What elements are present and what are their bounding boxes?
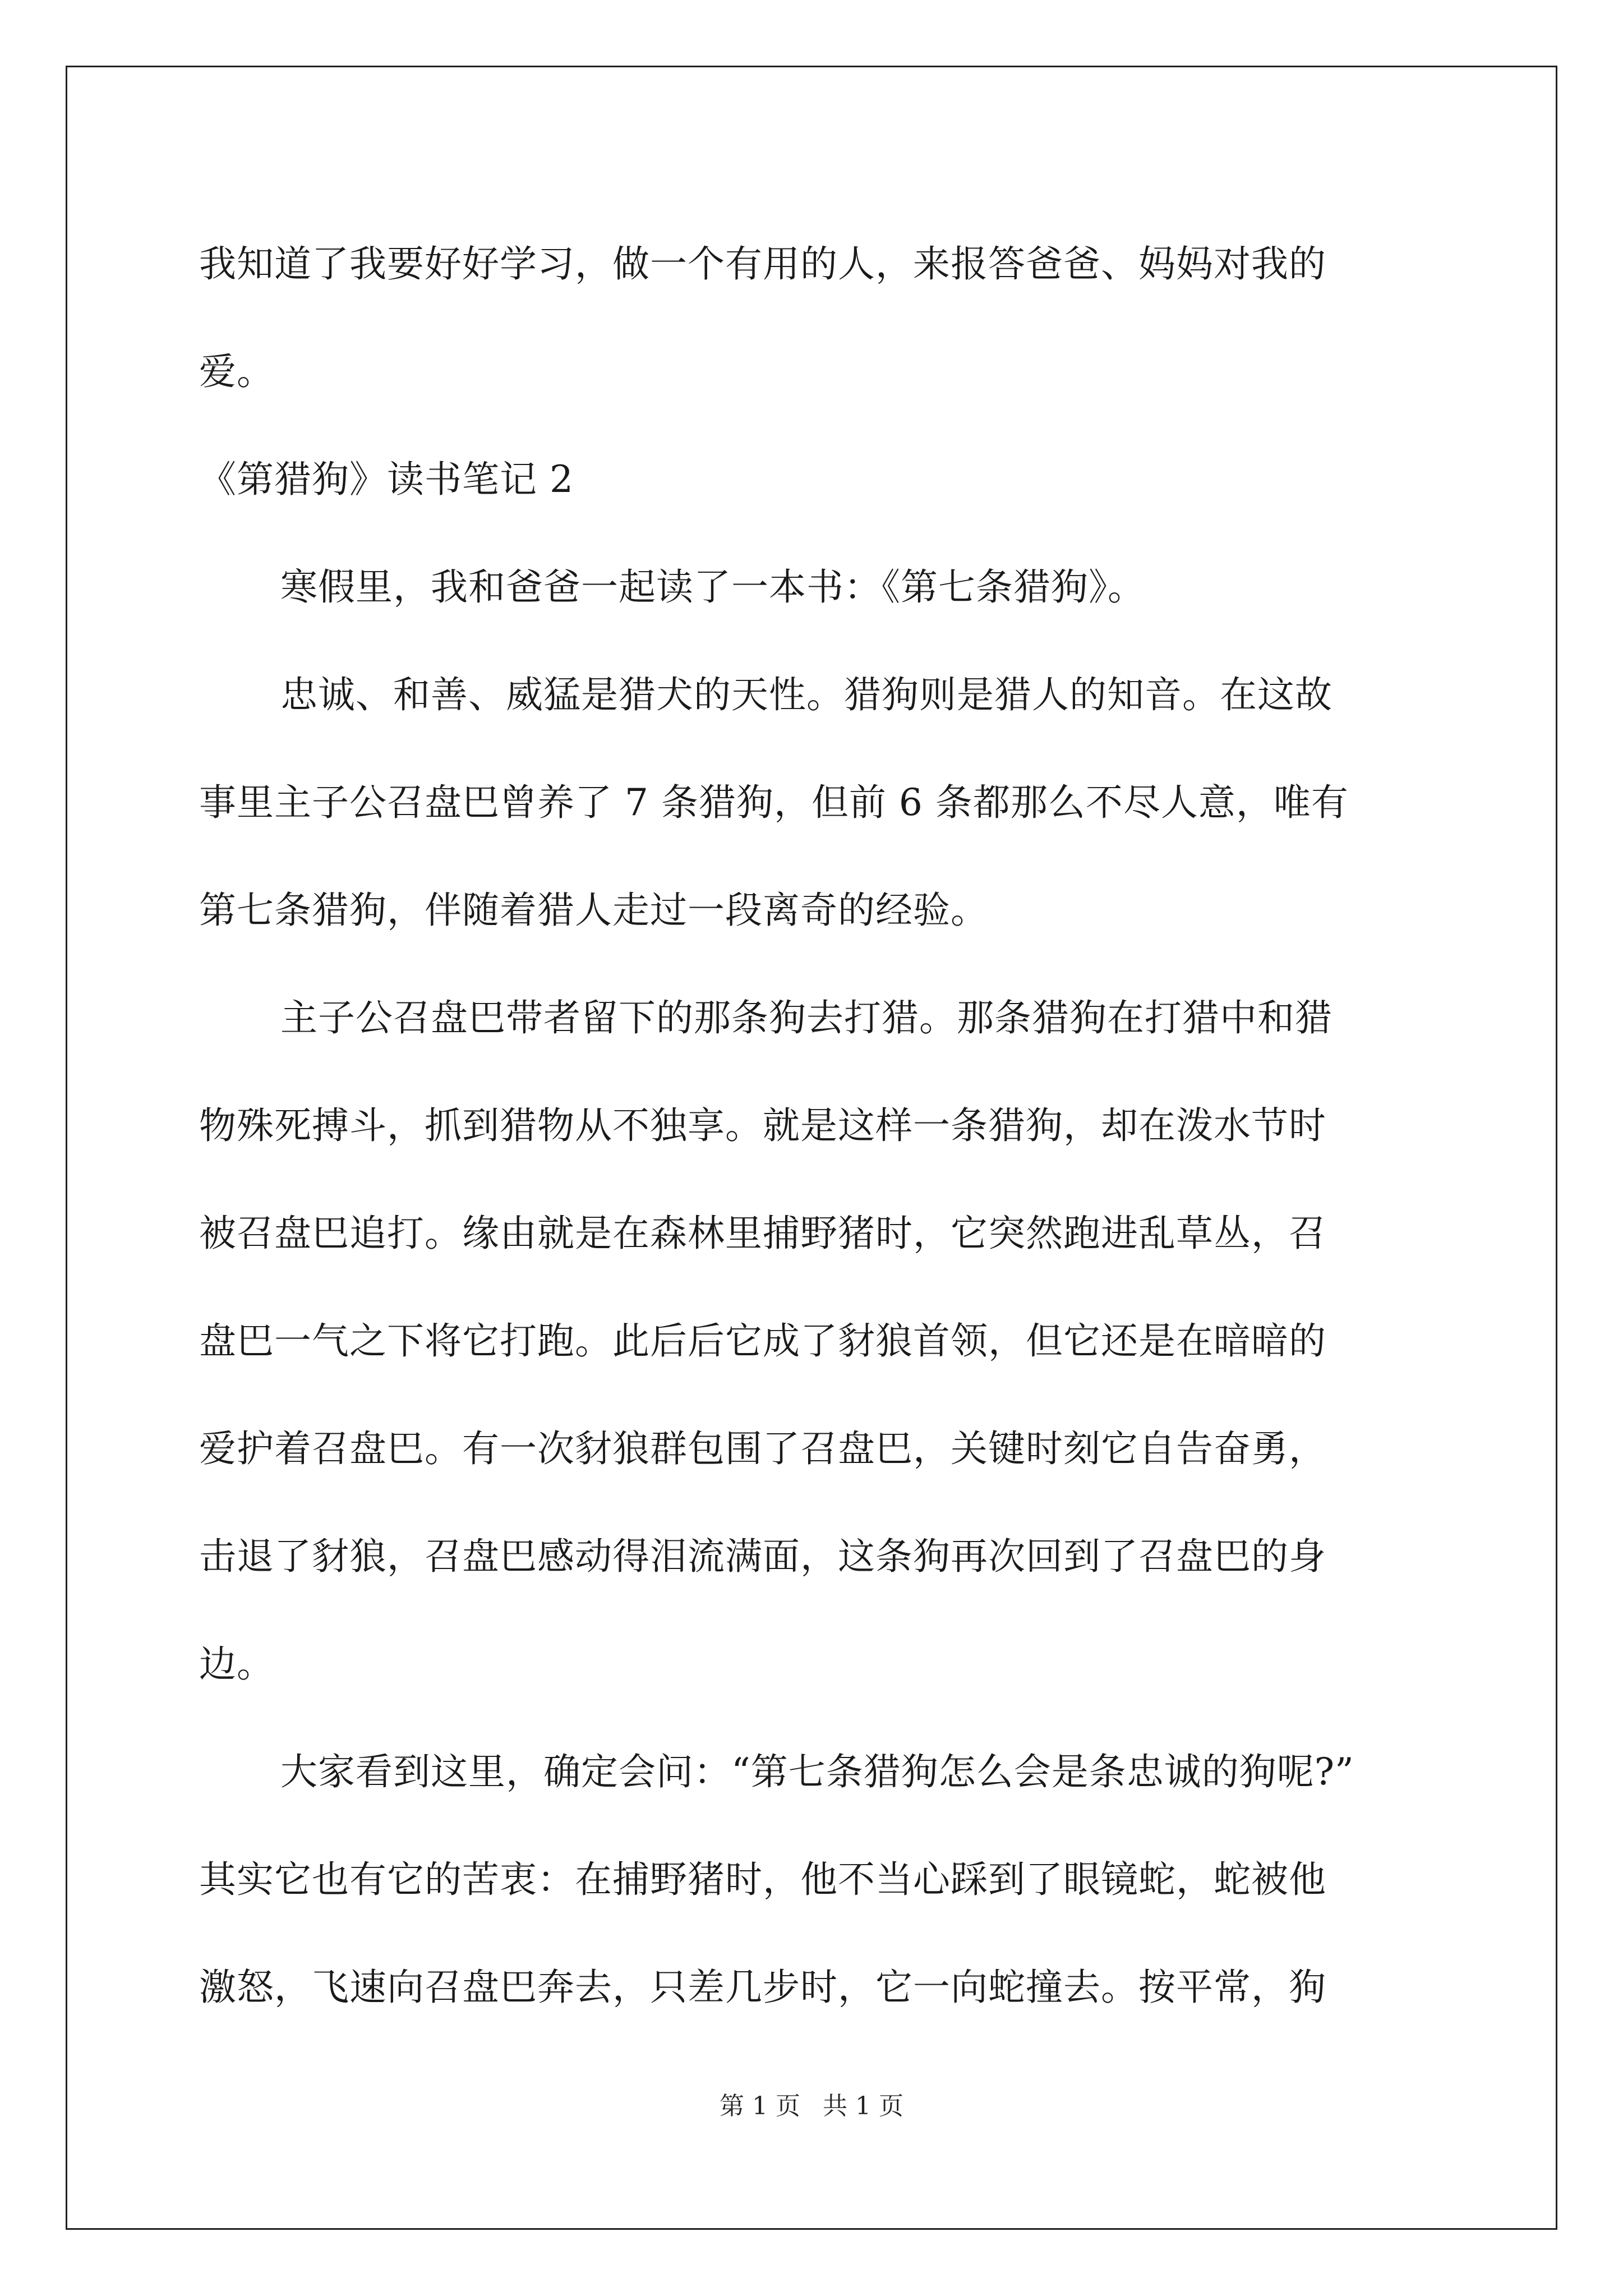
text-line: 寒假里，我和爸爸一起读了一本书：《第七条猎狗》。 bbox=[280, 565, 1145, 609]
text-line: 爱。 bbox=[199, 350, 274, 393]
text-line: 爱护着召盘巴。有一次豺狼群包围了召盘巴，关键时刻它自告奋勇， bbox=[199, 1427, 1326, 1470]
text-line: 第七条猎狗，伴随着猎人走过一段离奇的经验。 bbox=[199, 889, 988, 932]
text-line: 事里主子公召盘巴曾养了 7 条猎狗，但前 6 条都那么不尽人意，唯有 bbox=[199, 781, 1349, 824]
text-line: 盘巴一气之下将它打跑。此后后它成了豺狼首领，但它还是在暗暗的 bbox=[199, 1319, 1326, 1363]
text-line: 边。 bbox=[199, 1642, 274, 1686]
page-number: 第 1 页 bbox=[720, 2092, 800, 2120]
text-line: 激怒，飞速向召盘巴奔去，只差几步时，它一向蛇撞去。按平常，狗 bbox=[199, 1966, 1326, 2009]
text-line: 大家看到这里，确定会问：“第七条猎狗怎么会是条忠诚的狗呢?” bbox=[280, 1750, 1354, 1793]
document-body bbox=[199, 210, 1427, 2041]
text-line: 物殊死搏斗，抓到猎物从不独享。就是这样一条猎狗，却在泼水节时 bbox=[199, 1104, 1326, 1147]
text-line: 我知道了我要好好学习，做一个有用的人，来报答爸爸、妈妈对我的 bbox=[199, 242, 1326, 286]
text-line: 击退了豺狼，召盘巴感动得泪流满面，这条狗再次回到了召盘巴的身 bbox=[199, 1535, 1326, 1578]
section-title: 《第猎狗》读书笔记 2 bbox=[199, 458, 574, 501]
page-count: 共 1 页 bbox=[823, 2092, 903, 2120]
page-footer bbox=[0, 2090, 1623, 2123]
text-line: 其实它也有它的苦衷：在捕野猪时，他不当心踩到了眼镜蛇，蛇被他 bbox=[199, 1858, 1326, 1901]
text-line: 被召盘巴追打。缘由就是在森林里捕野猪时，它突然跑进乱草丛，召 bbox=[199, 1212, 1326, 1255]
text-line: 忠诚、和善、威猛是猎犬的天性。猎狗则是猎人的知音。在这故 bbox=[280, 673, 1332, 716]
text-line: 主子公召盘巴带者留下的那条狗去打猎。那条猎狗在打猎中和猎 bbox=[280, 996, 1332, 1039]
